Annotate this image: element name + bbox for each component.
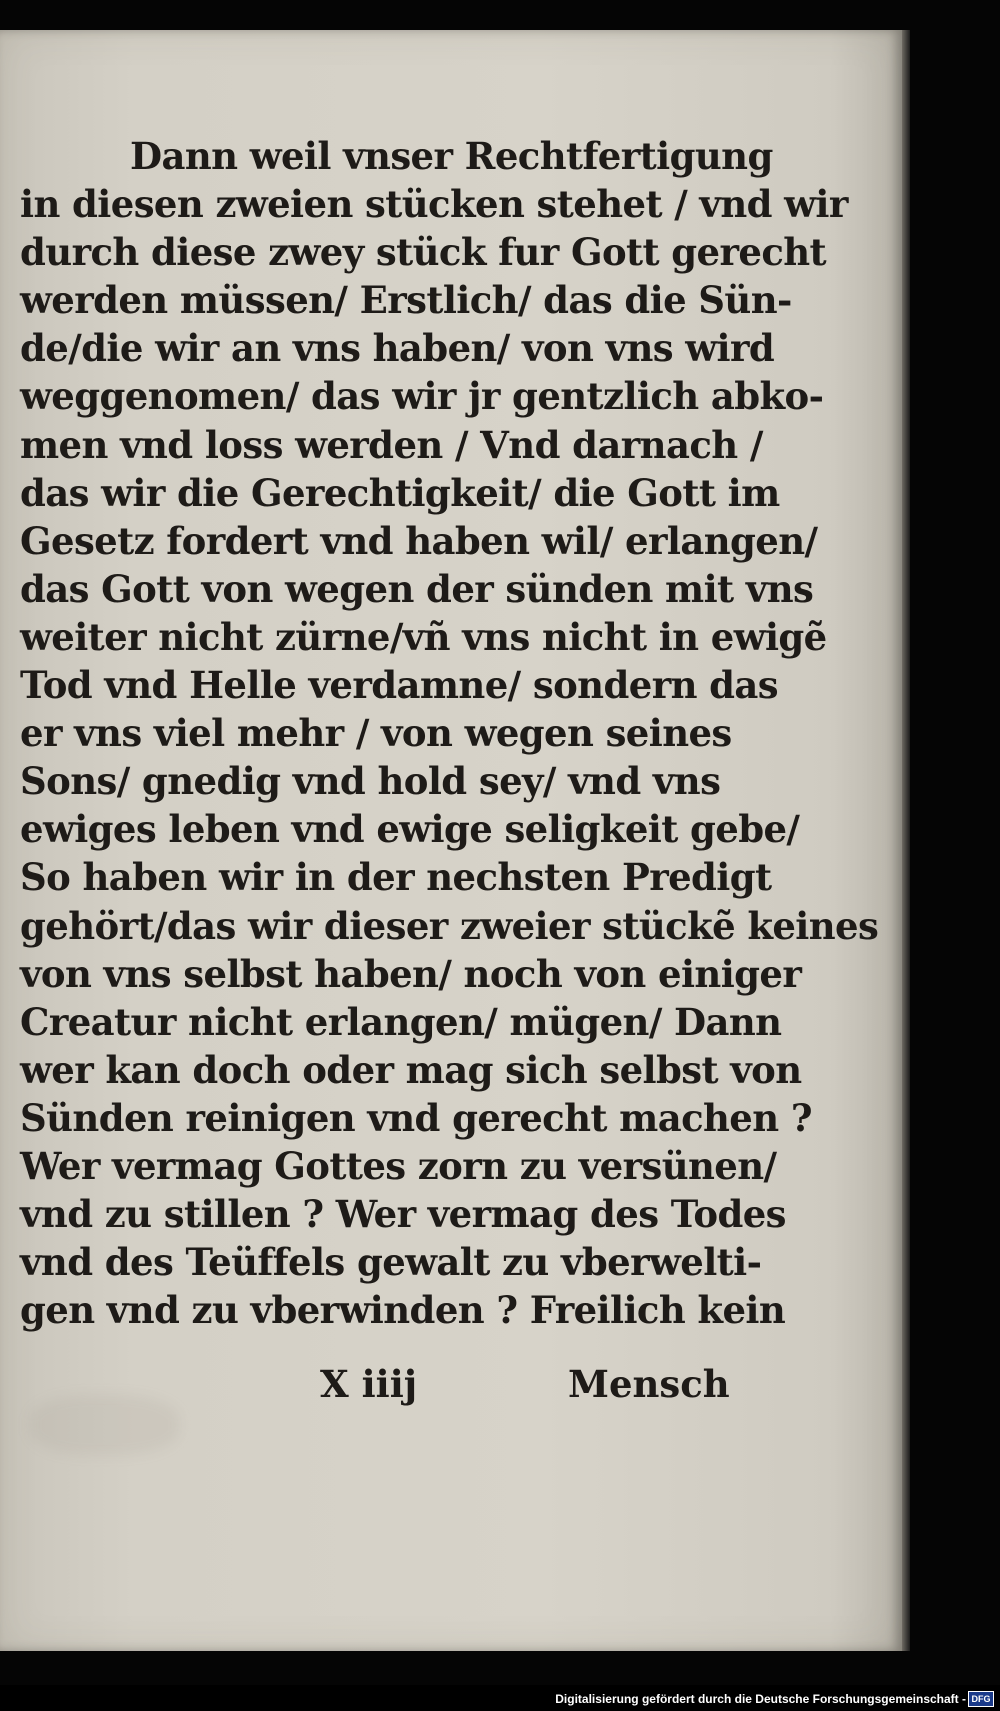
text-line-6: weggenomen/ das wir jr gentzlich abko- bbox=[20, 374, 824, 419]
text-line-16: So haben wir in der nechsten Predigt bbox=[20, 855, 772, 900]
text-line-10: das Gott von wegen der sünden mit vns bbox=[20, 566, 814, 611]
text-line-17: gehört/das wir dieser zweier stückẽ keines bbox=[20, 903, 879, 948]
text-line-9: Gesetz fordert vnd haben wil/ erlangen/ bbox=[20, 518, 818, 563]
text-line-14: Sons/ gnedig vnd hold sey/ vnd vns bbox=[20, 759, 721, 804]
page-edge bbox=[902, 30, 910, 1651]
text-line-2: in diesen zweien stücken stehet / vnd wir bbox=[20, 182, 848, 227]
catchword: Mensch bbox=[568, 1362, 730, 1406]
text-line-11: weiter nicht zürne/vñ vns nicht in ewigẽ bbox=[20, 614, 827, 659]
text-line-8: das wir die Gerechtigkeit/ die Gott im bbox=[20, 470, 780, 515]
text-line-5: de/die wir an vns haben/ von vns wird bbox=[20, 326, 775, 371]
text-line-7: men vnd loss werden / Vnd darnach / bbox=[20, 422, 763, 467]
text-line-15: ewiges leben vnd ewige seligkeit gebe/ bbox=[20, 807, 800, 852]
dfg-logo-icon: DFG bbox=[968, 1691, 994, 1707]
text-line-18: von vns selbst haben/ noch von einiger bbox=[20, 951, 802, 996]
text-line-20: wer kan doch oder mag sich selbst von bbox=[20, 1047, 802, 1092]
text-line-21: Sünden reinigen vnd gerecht machen ? bbox=[20, 1095, 812, 1140]
paper-stain bbox=[30, 1395, 180, 1455]
text-line-4: werden müssen/ Erstlich/ das die Sün- bbox=[20, 278, 792, 323]
text-line-25: gen vnd zu vberwinden ? Freilich kein bbox=[20, 1288, 786, 1333]
digitization-credit: Digitalisierung gefördert durch die Deutsche Forschungsgemeinschaft - bbox=[555, 1692, 966, 1706]
text-line-13: er vns viel mehr / von wegen seines bbox=[20, 711, 732, 756]
signature-mark: X iiij bbox=[320, 1362, 418, 1406]
text-line-23: vnd zu stillen ? Wer vermag des Todes bbox=[20, 1192, 786, 1237]
credit-bar bbox=[0, 1685, 1000, 1711]
text-line-22: Wer vermag Gottes zorn zu versünen/ bbox=[20, 1143, 777, 1188]
text-line-1: Dann weil vnser Rechtfertigung bbox=[130, 134, 773, 178]
text-line-19: Creatur nicht erlangen/ mügen/ Dann bbox=[20, 999, 782, 1044]
text-line-12: Tod vnd Helle verdamne/ sondern das bbox=[20, 663, 779, 708]
text-line-3: durch diese zwey stück fur Gott gerecht bbox=[20, 230, 827, 275]
text-line-24: vnd des Teüffels gewalt zu vberwelti- bbox=[20, 1240, 762, 1285]
text-block bbox=[20, 132, 879, 1334]
